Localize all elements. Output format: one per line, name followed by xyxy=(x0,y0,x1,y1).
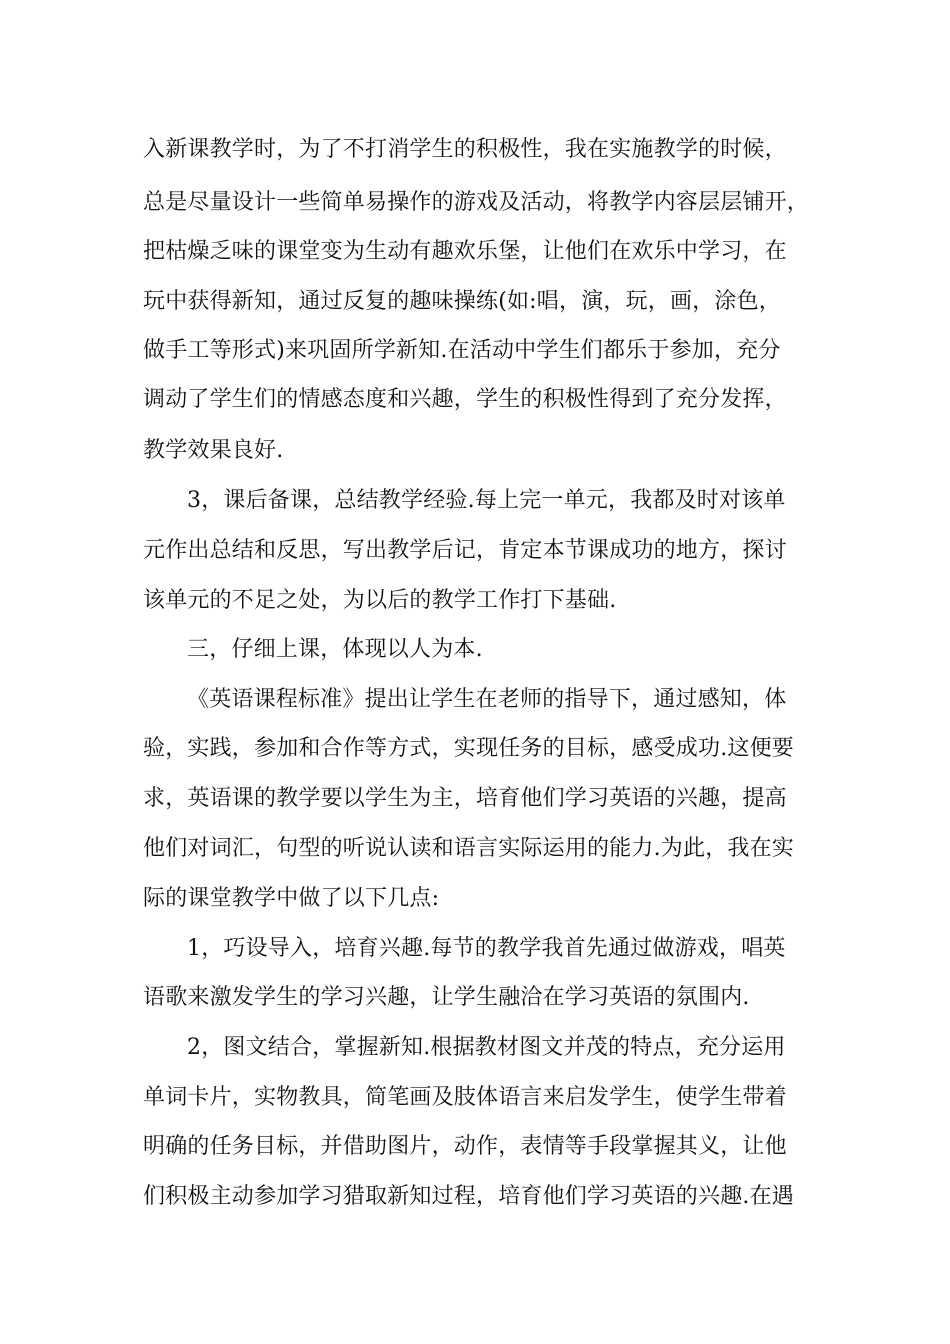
text-line: 玩中获得新知，通过反复的趣味操练(如:唱，演，玩，画，涂色， xyxy=(143,289,781,314)
text-line: 明确的任务目标，并借助图片，动作，表情等手段掌握其义，让他 xyxy=(143,1134,787,1159)
text-line: 把枯燥乏味的课堂变为生动有趣欢乐堡，让他们在欢乐中学习，在 xyxy=(143,239,787,264)
text-line: 们积极主动参加学习猎取新知过程，培育他们学习英语的兴趣.在遇 xyxy=(143,1184,794,1209)
section-heading: 三，仔细上课，体现以人为本. xyxy=(187,637,483,662)
text-line: 总是尽量设计一些简单易操作的游戏及活动，将教学内容层层铺开， xyxy=(143,190,810,215)
text-line: 做手工等形式)来巩固所学新知.在活动中学生们都乐于参加，充分 xyxy=(143,338,781,363)
text-line: 教学效果良好. xyxy=(143,438,284,463)
text-line: 1，巧设导入，培育兴趣.每节的教学我首先通过做游戏，唱英 xyxy=(187,936,786,961)
text-line: 调动了学生们的情感态度和兴趣，学生的积极性得到了充分发挥， xyxy=(143,387,787,412)
text-line: 他们对词汇，句型的听说认读和语言实际运用的能力.为此，我在实 xyxy=(143,836,794,861)
text-line: 《英语课程标准》提出让学生在老师的指导下，通过感知，体 xyxy=(187,687,787,712)
text-line: 验，实践，参加和合作等方式，实现任务的目标，感受成功.这便要 xyxy=(143,736,794,761)
text-line: 求，英语课的教学要以学生为主，培育他们学习英语的兴趣，提高 xyxy=(143,786,787,811)
text-line: 语歌来激发学生的学习兴趣，让学生融洽在学习英语的氛围内. xyxy=(143,985,750,1010)
text-line: 2，图文结合，掌握新知.根据教材图文并茂的特点，充分运用 xyxy=(187,1035,786,1060)
text-line: 单词卡片，实物教具，简笔画及肢体语言来启发学生，使学生带着 xyxy=(143,1085,787,1110)
text-line: 3，课后备课，总结教学经验.每上完一单元，我都及时对该单 xyxy=(187,488,786,513)
text-line: 际的课堂教学中做了以下几点: xyxy=(143,886,440,911)
text-line: 该单元的不足之处，为以后的教学工作打下基础. xyxy=(143,588,617,613)
text-line: 入新课教学时，为了不打消学生的积极性，我在实施教学的时候， xyxy=(143,137,787,162)
text-line: 元作出总结和反思，写出教学后记，肯定本节课成功的地方，探讨 xyxy=(143,538,787,563)
